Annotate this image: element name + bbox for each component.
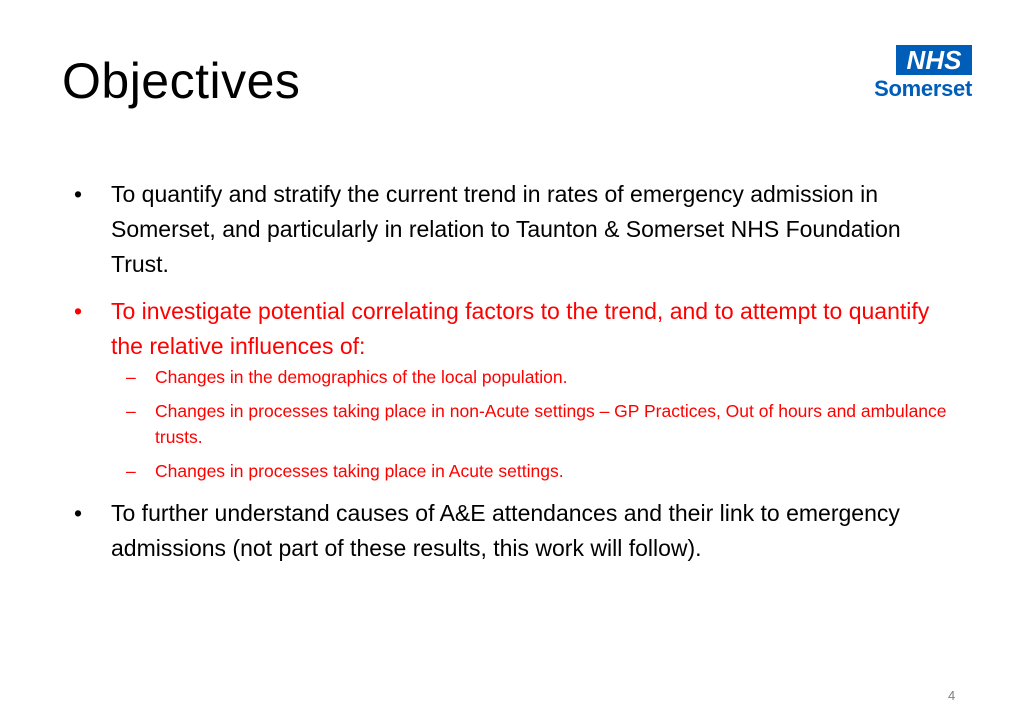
sub-objective-item [126,458,964,484]
dash-icon: – [126,401,136,421]
objective-item [74,294,964,364]
objective-text: To investigate potential correlating factors to the trend, and to attempt to quantify the relative influences of: [111,298,930,359]
nhs-somerset-logo [858,45,974,103]
sub-objective-text: Changes in processes taking place in Acute settings. [155,461,564,481]
dash-icon: – [126,367,136,387]
bullet-icon: • [74,500,83,526]
nhs-logo-mark: NHS [896,45,972,75]
dash-icon: – [126,461,136,481]
sub-objective-text: Changes in the demographics of the local population. [155,367,568,387]
sub-objective-item [126,364,964,390]
bullet-icon: • [74,298,83,324]
sub-objectives-list [74,364,964,484]
objective-text: To further understand causes of A&E attendances and their link to emergency admissions (not part of these results, this work will follow). [111,500,900,561]
nhs-logo-subtitle: Somerset [874,76,972,101]
objective-item [74,177,964,282]
sub-objective-text: Changes in processes taking place in non-Acute settings – GP Practices, Out of hours and ambulance trusts. [155,401,947,447]
slide-title: Objectives [62,53,301,109]
objective-item [74,496,964,566]
objective-text: To quantify and stratify the current trend in rates of emergency admission in Somerset, and particularly in relation to Taunton & Somerset NHS Foundation Trust. [111,181,901,277]
page-number: 4 [948,688,956,703]
sub-objective-item [126,398,964,450]
bullet-icon: • [74,181,83,207]
objectives-list [74,177,964,566]
